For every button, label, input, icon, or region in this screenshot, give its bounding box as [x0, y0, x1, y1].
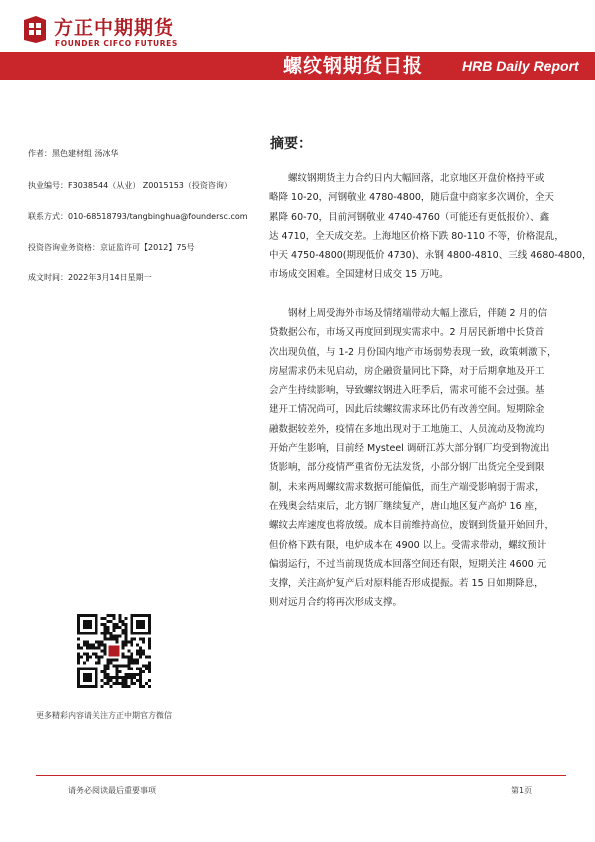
summary-paragraph-2 [269, 304, 575, 613]
text-line: 则对远月合约将再次形成支撑。 [269, 597, 403, 609]
text-line: 达 4710，全天成交差。上海地区价格下跌 80-110 不等，价格混乱， [269, 230, 564, 242]
footer-divider [36, 775, 566, 776]
summary-paragraph-1 [269, 169, 592, 285]
text-line: 钢材上周受海外市场及情绪端带动大幅上涨后，伴随 2 月的信 [288, 308, 548, 319]
text-line: 累降 60-70，目前河钢敬业 4740-4760（可能还有更低报价）、鑫 [269, 211, 550, 223]
date-line: 成文时间：2022年3月14日星期一 [28, 273, 152, 282]
contact-line: 联系方式：010-68518793/tangbinghua@foundersc.com [28, 212, 248, 221]
logo-text-en: FOUNDER CIFCO FUTURES [55, 39, 178, 48]
page-number: 第1页 [511, 786, 533, 795]
text-line: 房屋需求仍未见启动，房企融资量同比下降，对于后期拿地及开工 [269, 365, 545, 377]
text-line: 螺纹去库速度也将放缓。成本目前维持高位，废钢到货量开始回升， [269, 520, 555, 532]
text-line: 会产生持续影响，导致螺纹钢进入旺季后，需求可能不会过强。基 [269, 385, 545, 397]
text-line: 建开工情况尚可，因此后续螺纹需求环比仍有改善空间。短期除金 [269, 404, 545, 416]
report-title: 螺纹钢期货日报 [283, 55, 424, 77]
wechat-qr-code-icon [77, 614, 151, 688]
text-line: 融数据较差外，疫情在多地出现对于工地施工、人员流动及物流均 [269, 423, 545, 435]
report-subtitle: HRB Daily Report [462, 58, 579, 74]
text-line: 略降 10-20，河钢敬业 4780-4800，随后盘中商家多次调价，全天 [269, 192, 554, 204]
text-line: 支撑，关注高炉复产后对原料能否形成提振。若 15 日如期降息， [269, 578, 544, 590]
qualification-line: 投资咨询业务资格：京证监许可【2012】75号 [28, 243, 195, 252]
text-line: 偏弱运行，不过当前现货成本回落空间还有限，短期关注 4600 元 [269, 558, 547, 570]
text-line: 开始产生影响，目前经 Mysteel 调研江苏大部分钢厂均受到物流出 [269, 443, 550, 455]
text-line: 在残奥会结束后，北方钢厂继续复产，唐山地区复产高炉 16 座， [269, 500, 544, 512]
text-line: 次出现负值，与 1-2 月份国内地产市场弱势表现一致，政策刺激下， [269, 346, 557, 358]
text-line: 货影响，部分疫情严重省份无法发货，小部分钢厂出货完全受到限 [269, 462, 545, 474]
license-line: 执业编号：F3038544（从业） Z0015153（投资咨询） [28, 181, 232, 190]
text-line: 市场成交困难。全国建材日成交 15 万吨。 [269, 269, 449, 281]
qr-caption: 更多精彩内容请关注方正中期官方微信 [36, 711, 172, 720]
author-line: 作者：黑色建材组 汤冰华 [28, 149, 119, 158]
company-logo-icon [22, 14, 48, 44]
footer-disclaimer: 请务必阅读最后重要事项 [68, 786, 156, 795]
logo-text-cn: 方正中期期货 [54, 17, 175, 39]
summary-title: 摘要： [270, 136, 312, 152]
text-line: 贷数据公布，市场又再度回到现实需求中。2 月居民新增中长贷首 [269, 327, 545, 339]
text-line: 中天 4750-4800(期现低价 4730)、永钢 4800-4810、三线 4680-4800， [269, 250, 592, 262]
text-line: 但价格下跌有限，电炉成本在 4900 以上。受需求带动，螺纹预计 [269, 539, 547, 551]
text-line: 制，未来两周螺纹需求数据可能偏低，而生产端受影响弱于需求， [269, 481, 545, 493]
text-line: 螺纹钢期货主力合约日内大幅回落，北京地区开盘价格持平或 [288, 173, 545, 184]
